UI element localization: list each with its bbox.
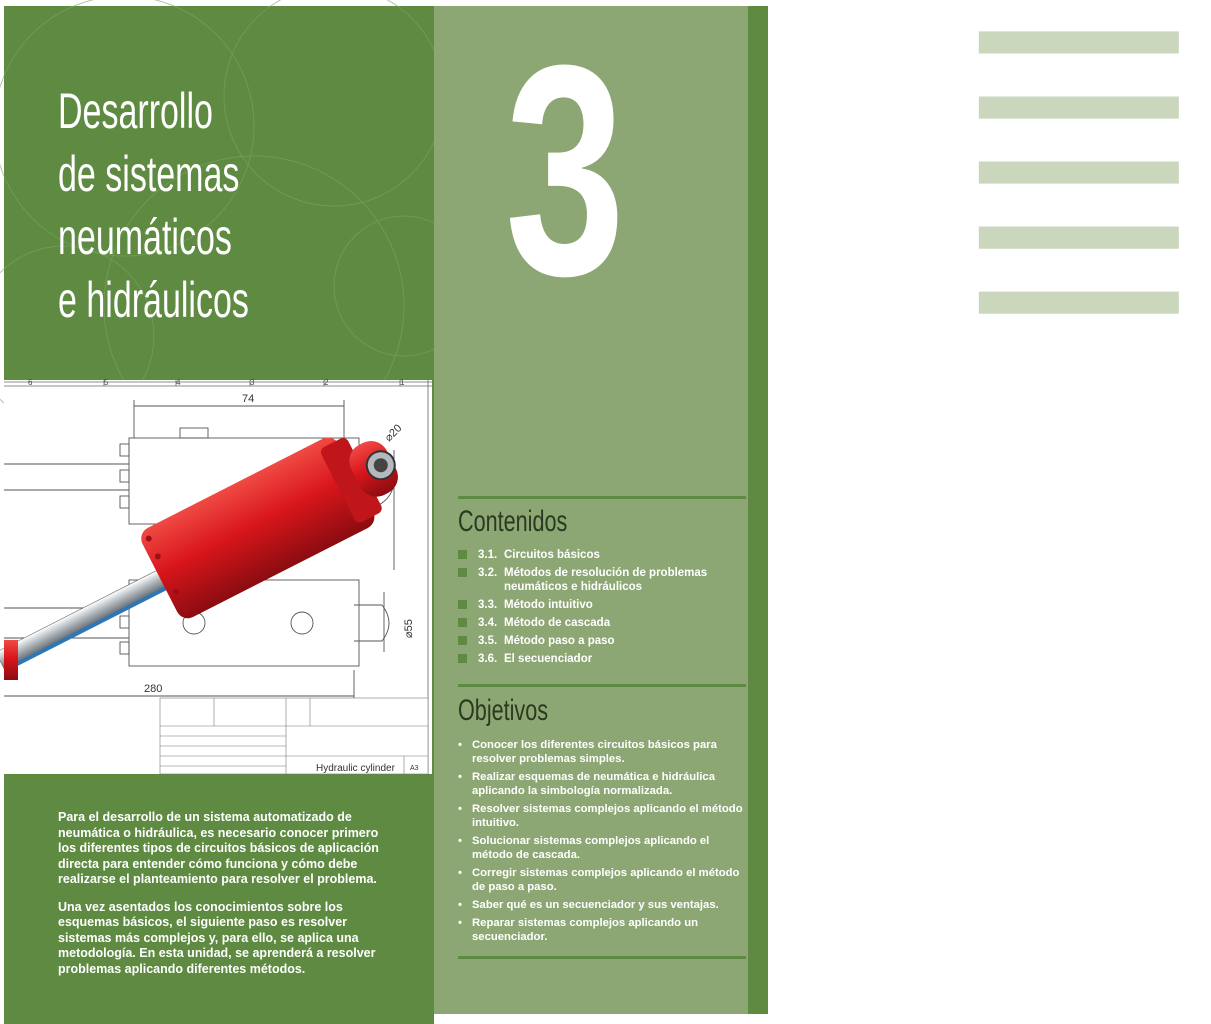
title-line: neumáticos	[58, 209, 232, 265]
bullet-square-icon	[458, 654, 467, 663]
objetivo-item: • Corregir sistemas complejos aplicando el método de paso a paso.	[458, 866, 748, 894]
title-line: de sistemas	[58, 146, 240, 202]
intro-paragraph: Para el desarrollo de un sistema automatizado de neumática o hidráulica, es necesario conocer primero los diferentes tipos de circuitos básicos de aplicación directa para entender cómo funciona y cómo debe realizarse el planteamiento para resolver el problema.	[58, 810, 379, 886]
title-block-name: Hydraulic cylinder	[316, 763, 395, 774]
dimension-label: ⌀20	[382, 422, 405, 445]
objetivo-item: • Realizar esquemas de neumática e hidráulica aplicando la simbología normalizada.	[458, 770, 748, 798]
dimension-label: 280	[144, 683, 163, 695]
contenidos-item: 3.1. Circuitos básicos	[458, 548, 748, 562]
bullet-square-icon	[458, 550, 467, 559]
objetivo-item: • Saber qué es un secuenciador y sus ventajas.	[458, 898, 748, 912]
objetivos-heading: Objetivos	[458, 694, 549, 727]
technical-drawing-image	[4, 380, 432, 774]
intro-text	[58, 810, 398, 989]
dimension-label: ⌀55	[403, 619, 415, 638]
frame-number: 6	[28, 378, 33, 387]
objetivos-rule	[458, 684, 746, 687]
bullet-square-icon	[458, 568, 467, 577]
contenidos-item: 3.2. Métodos de resolución de problemas neumáticos e hidráulicos	[458, 566, 748, 594]
hydraulic-cylinder-drawing	[4, 380, 432, 774]
contenidos-item: 3.3. Método intuitivo	[458, 598, 748, 612]
frame-number: 2	[324, 378, 329, 387]
intro-paragraph: Una vez asentados los conocimientos sobre los esquemas básicos, el siguiente paso es resolver sistemas más complejos y, para ello, se aplica una metodología. En esta unidad, se aprenderá a resolver problemas aplicando diferentes métodos.	[58, 899, 376, 976]
edge-stripe	[748, 6, 768, 1014]
title-block-size: A3	[410, 765, 419, 772]
background-watermark: |||||	[978, 6, 1211, 332]
dimension-label: 74	[242, 393, 255, 405]
contenidos-rule	[458, 496, 746, 499]
frame-number: 3	[250, 378, 255, 387]
contenidos-item: 3.6. El secuenciador	[458, 652, 748, 666]
chapter-number: 3	[505, 2, 626, 338]
contenidos-item: 3.4. Método de cascada	[458, 616, 748, 630]
bullet-square-icon	[458, 636, 467, 645]
bullet-square-icon	[458, 600, 467, 609]
title-line: Desarrollo	[58, 83, 213, 139]
frame-number: 4	[176, 378, 181, 387]
objetivo-item: • Conocer los diferentes circuitos básicos para resolver problemas simples.	[458, 738, 748, 766]
objetivo-item: • Resolver sistemas complejos aplicando el método intuitivo.	[458, 802, 748, 830]
contenidos-heading: Contenidos	[458, 505, 568, 538]
chapter-title	[58, 80, 249, 332]
objetivo-item: • Reparar sistemas complejos aplicando un secuenciador.	[458, 916, 748, 944]
bullet-square-icon	[458, 618, 467, 627]
title-line: e hidráulicos	[58, 272, 249, 328]
objetivos-bottom-rule	[458, 956, 746, 959]
cylinder-render	[0, 414, 416, 704]
contenidos-list	[458, 548, 748, 670]
contenidos-item: 3.5. Método paso a paso	[458, 634, 748, 648]
objetivo-item: • Solucionar sistemas complejos aplicando el método de cascada.	[458, 834, 748, 862]
frame-number: 1	[400, 378, 405, 387]
objetivos-list	[458, 738, 748, 948]
frame-number: 5	[104, 378, 109, 387]
